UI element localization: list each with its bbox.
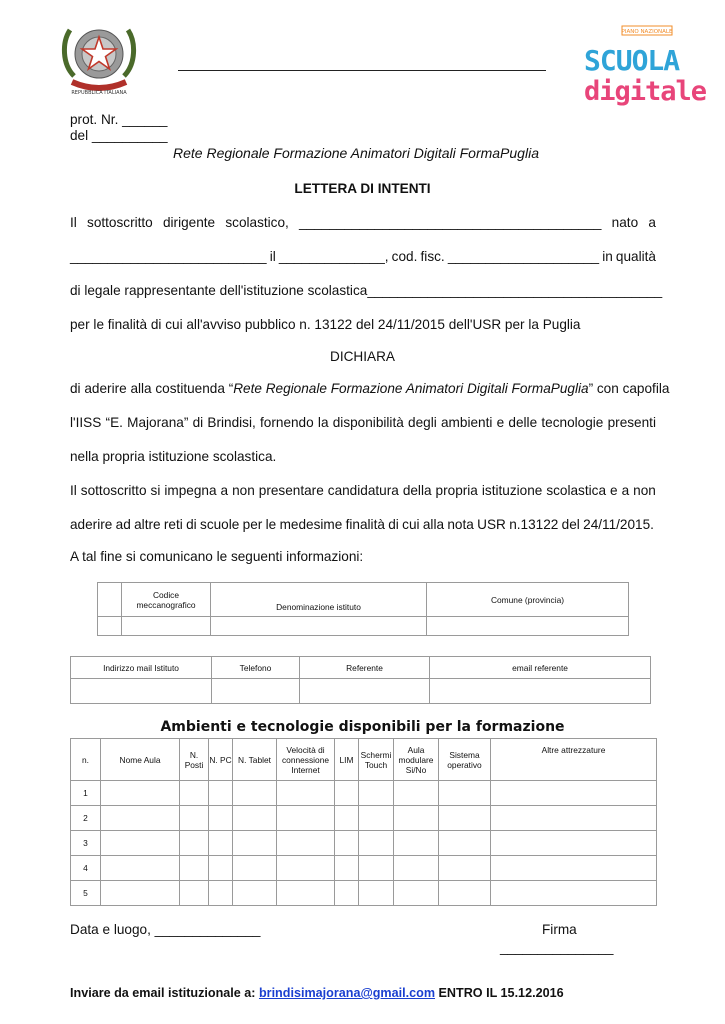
row-number: 5 bbox=[71, 881, 101, 906]
mail-field[interactable] bbox=[71, 679, 212, 704]
cell[interactable] bbox=[233, 881, 277, 906]
tel-header: Telefono bbox=[212, 657, 300, 679]
th-pc: N. PC bbox=[209, 739, 233, 781]
body-line-6: l'IISS “E. Majorana” di Brindisi, fornendo la disponibilità degli ambienti e delle tecnologie presenti bbox=[70, 415, 656, 430]
cell[interactable] bbox=[277, 806, 335, 831]
cell[interactable] bbox=[394, 856, 439, 881]
cell[interactable] bbox=[180, 831, 209, 856]
table-row bbox=[71, 831, 657, 856]
institute-table-cell[interactable] bbox=[98, 617, 122, 636]
th-tablet: N. Tablet bbox=[233, 739, 277, 781]
scuola-digitale-logo bbox=[580, 22, 707, 108]
cell[interactable] bbox=[491, 806, 657, 831]
cell[interactable] bbox=[335, 781, 359, 806]
th-altre: Altre attrezzature bbox=[491, 739, 657, 781]
cell[interactable] bbox=[335, 831, 359, 856]
footer-email-link[interactable]: brindisimajorana@gmail.com bbox=[258, 986, 436, 1000]
referente-header: Referente bbox=[300, 657, 430, 679]
name-header: Denominazione istituto bbox=[211, 583, 427, 617]
referente-mail-header: email referente bbox=[430, 657, 651, 679]
cell[interactable] bbox=[277, 881, 335, 906]
cell[interactable] bbox=[180, 806, 209, 831]
cell[interactable] bbox=[439, 881, 491, 906]
cell[interactable] bbox=[359, 856, 394, 881]
referente-mail-field[interactable] bbox=[430, 679, 651, 704]
cell[interactable] bbox=[359, 831, 394, 856]
cell[interactable] bbox=[180, 856, 209, 881]
table-row bbox=[71, 856, 657, 881]
name-field[interactable] bbox=[211, 617, 427, 636]
body-line-1: Il sottoscritto dirigente scolastico, ________________________________________ nato a bbox=[70, 215, 656, 230]
th-lim: LIM bbox=[335, 739, 359, 781]
row-number: 1 bbox=[71, 781, 101, 806]
cell[interactable] bbox=[439, 781, 491, 806]
cell[interactable] bbox=[233, 781, 277, 806]
cell[interactable] bbox=[394, 806, 439, 831]
cell[interactable] bbox=[209, 806, 233, 831]
cell[interactable] bbox=[359, 781, 394, 806]
cell[interactable] bbox=[180, 781, 209, 806]
institute-table-blank-header bbox=[98, 583, 122, 617]
body-line-10: A tal fine si comunicano le seguenti informazioni: bbox=[70, 549, 364, 564]
cell[interactable] bbox=[209, 856, 233, 881]
cell[interactable] bbox=[233, 806, 277, 831]
code-header: Codice meccanografico bbox=[122, 583, 211, 617]
cell[interactable] bbox=[277, 781, 335, 806]
body-line-4: per le finalità di cui all'avviso pubblico n. 13122 del 24/11/2015 dell'USR per la Puglia bbox=[70, 317, 581, 332]
signature-label: Firma bbox=[542, 922, 577, 937]
institute-table bbox=[97, 582, 629, 636]
logo-small-text: PIANO NAZIONALE bbox=[621, 29, 673, 35]
tel-field[interactable] bbox=[212, 679, 300, 704]
environments-table bbox=[70, 738, 657, 906]
cell[interactable] bbox=[439, 806, 491, 831]
signature-line: _______________ bbox=[500, 940, 614, 955]
cell[interactable] bbox=[101, 856, 180, 881]
cell[interactable] bbox=[394, 781, 439, 806]
th-sistema: Sistema operativo bbox=[439, 739, 491, 781]
cell[interactable] bbox=[359, 806, 394, 831]
network-title: Rete Regionale Formazione Animatori Digitali FormaPuglia bbox=[173, 145, 539, 161]
body-line-3: di legale rappresentante dell'istituzione scolastica _______________________________________ bbox=[70, 283, 663, 298]
environments-title: Ambienti e tecnologie disponibili per la formazione bbox=[160, 719, 565, 735]
contacts-table bbox=[70, 656, 651, 704]
date-place: Data e luogo, ______________ bbox=[70, 922, 261, 937]
cell[interactable] bbox=[439, 831, 491, 856]
table-row bbox=[71, 781, 657, 806]
cell[interactable] bbox=[491, 831, 657, 856]
cell[interactable] bbox=[209, 781, 233, 806]
cell[interactable] bbox=[277, 831, 335, 856]
table-row bbox=[71, 806, 657, 831]
row-number: 2 bbox=[71, 806, 101, 831]
body-line-5: di aderire alla costituenda “ Rete Regionale Formazione Animatori Digitali FormaPuglia ” con capofila bbox=[70, 381, 670, 396]
cell[interactable] bbox=[209, 831, 233, 856]
cell[interactable] bbox=[335, 881, 359, 906]
logo-line1: SCUOLA bbox=[584, 44, 680, 77]
cell[interactable] bbox=[491, 881, 657, 906]
th-modulare: Aula modulare Si/No bbox=[394, 739, 439, 781]
prot-date: del __________ bbox=[70, 128, 168, 143]
cell[interactable] bbox=[180, 881, 209, 906]
italian-republic-emblem bbox=[60, 14, 138, 98]
th-velocita: Velocità di connessione Internet bbox=[277, 739, 335, 781]
cell[interactable] bbox=[359, 881, 394, 906]
comune-field[interactable] bbox=[427, 617, 629, 636]
table-row bbox=[71, 881, 657, 906]
prot-number: prot. Nr. ______ bbox=[70, 112, 168, 127]
cell[interactable] bbox=[335, 856, 359, 881]
cell[interactable] bbox=[335, 806, 359, 831]
body-line-8: Il sottoscritto si impegna a non presentare candidatura della propria istituzione scolastica e a non bbox=[70, 483, 656, 498]
cell[interactable] bbox=[233, 856, 277, 881]
th-n: n. bbox=[71, 739, 101, 781]
cell[interactable] bbox=[209, 881, 233, 906]
th-schermi: Schermi Touch bbox=[359, 739, 394, 781]
cell[interactable] bbox=[491, 856, 657, 881]
row-number: 4 bbox=[71, 856, 101, 881]
th-aula: Nome Aula bbox=[101, 739, 180, 781]
row-number: 3 bbox=[71, 831, 101, 856]
emblem-seal-text: REPUBBLICA ITALIANA bbox=[71, 90, 127, 96]
footer-instruction: Inviare da email istituzionale a: brindisimajorana@gmail.com ENTRO IL 15.12.2016 bbox=[70, 986, 564, 1000]
cell[interactable] bbox=[101, 781, 180, 806]
mail-header: Indirizzo mail Istituto bbox=[71, 657, 212, 679]
cell[interactable] bbox=[439, 856, 491, 881]
cell[interactable] bbox=[491, 781, 657, 806]
th-posti: N. Posti bbox=[180, 739, 209, 781]
cell[interactable] bbox=[101, 806, 180, 831]
cell[interactable] bbox=[233, 831, 277, 856]
cell[interactable] bbox=[394, 831, 439, 856]
comune-header: Comune (provincia) bbox=[427, 583, 629, 617]
cell[interactable] bbox=[101, 831, 180, 856]
dichiara-heading: DICHIARA bbox=[330, 349, 395, 364]
letter-title: LETTERA DI INTENTI bbox=[294, 181, 431, 196]
body-line-9: aderire ad altre reti di scuole per le medesime finalità di cui alla nota USR n.13122 del 24/11/2015. bbox=[70, 517, 654, 532]
body-line-7: nella propria istituzione scolastica. bbox=[70, 449, 277, 464]
body-line-2: __________________________ il ______________, cod. fisc. ____________________ in qualità bbox=[70, 249, 656, 264]
referente-field[interactable] bbox=[300, 679, 430, 704]
logo-line2: digitale bbox=[584, 76, 707, 107]
code-field[interactable] bbox=[122, 617, 211, 636]
header-rule bbox=[178, 70, 546, 71]
cell[interactable] bbox=[394, 881, 439, 906]
cell[interactable] bbox=[101, 881, 180, 906]
cell[interactable] bbox=[277, 856, 335, 881]
